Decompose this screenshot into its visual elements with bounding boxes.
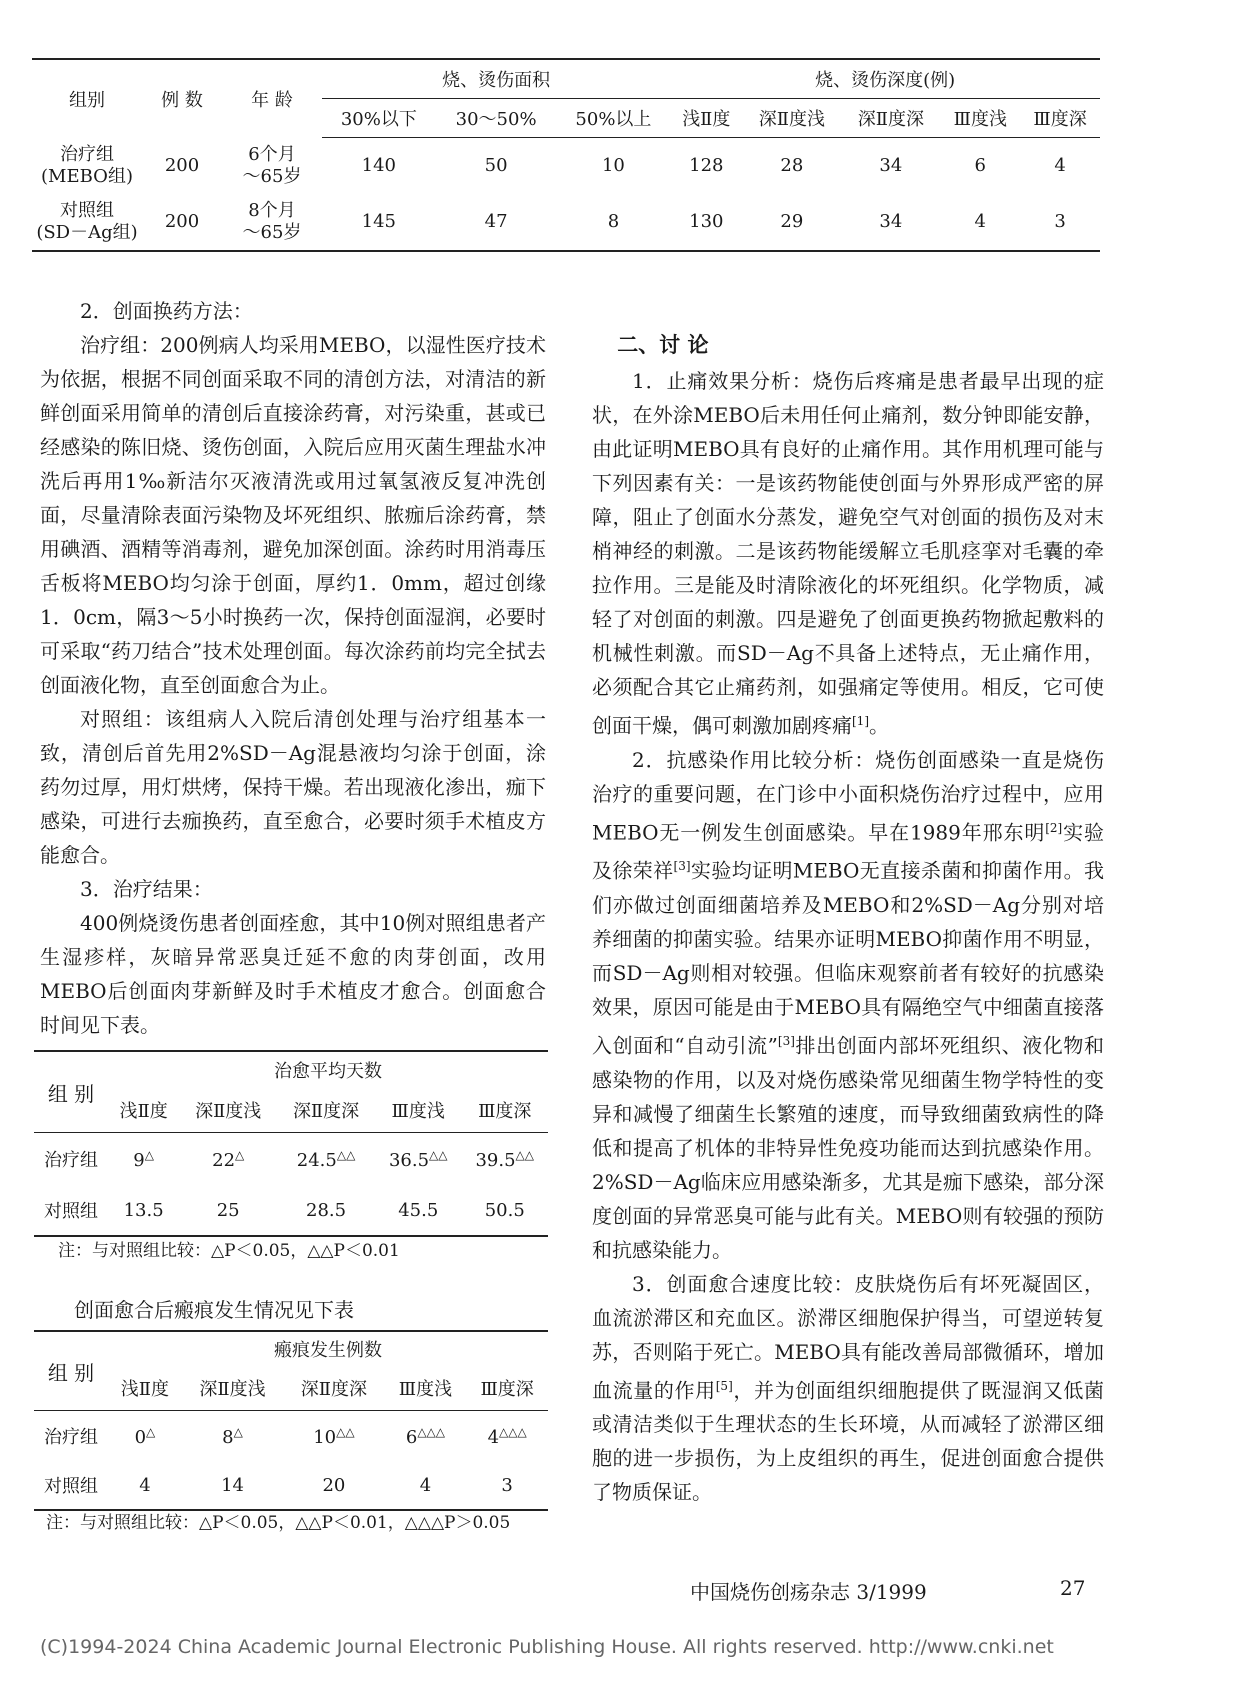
paragraph: 2．创面换药方法： (80, 299, 253, 323)
table-row: 对照组 (SD－Ag组) 200 8个月 ～65岁 145 47 8 130 29 34 4 3 (36, 200, 1066, 243)
section-heading: 二、讨 论 (617, 332, 709, 357)
col-depth-4: Ⅲ度深 (1020, 99, 1100, 138)
col-depth: 烧、烫伤深度(例) (670, 59, 1100, 99)
table3-caption: 创面愈合后瘢痕发生情况见下表 (74, 1298, 354, 1322)
col-depth-0: 浅Ⅱ度 (670, 99, 742, 138)
citation: [3] (673, 859, 691, 874)
right-column (592, 326, 1104, 1509)
table-row: 对照组 4 14 20 4 3 (34, 1461, 548, 1510)
paragraph: 400例烧烫伤患者创面痊愈，其中10例对照组患者产生湿疹样，灰暗异常恶臭迁延不愈的肉芽创面，改用MEBO后创面肉芽新鲜及时手术植皮才愈合。创面愈合时间见下表。 (40, 911, 546, 1037)
scar-table: 组 别 瘢痕发生例数 浅Ⅱ度 深Ⅱ度浅 深Ⅱ度深 Ⅲ度浅 Ⅲ度深 治疗组 0△ 8△ 10△△ 6△△△ 4△△△ 对照组 4 14 20 4 3 (34, 1330, 548, 1511)
paragraph: 3．创面愈合速度比较：皮肤烧伤后有坏死凝固区，血流淤滞区和充血区。淤滞区细胞保护得当，可望逆转复苏，否则陷于死亡。MEBO具有能改善局部微循环，增加血流量的作用[5]，并为创面组织细胞提供了既湿润又低菌或清洁类似于生理状态的生长环境，从而减轻了淤滞区细胞的进一步损伤，为上皮组织的再生，促进创面愈合提供了物质保证。 (592, 1271, 1104, 1505)
paragraph: 2．抗感染作用比较分析：烧伤创面感染一直是烧伤治疗的重要问题，在门诊中小面积烧伤治疗过程中，应用MEBO无一例发生创面感染。早在1989年邢东明[2]实验及徐荣祥[3]实验均证明MEBO无直接杀菌和抑菌作用。我们亦做过创面细菌培养及MEBO和2%SD－Ag分别对培养细菌的抑菌实验。结果亦证明MEBO抑菌作用不明显，而SD－Ag则相对较强。但临床观察前者有较好的抗感染效果，原因可能是由于MEBO具有隔绝空气中细菌直接落入创面和“自动引流”[3]排出创面内部坏死组织、液化物和感染物的作用，以及对烧伤感染常见细菌生物学特性的变异和减慢了细菌生长繁殖的速度，而导致细菌致病性的降低和提高了机体的非特异性免疫功能而达到抗感染作用。2%SD－Ag临床应用感染渐多，尤其是痂下感染，部分深度创面的异常恶臭可能与此有关。MEBO则有较强的预防和抗感染能力。 (592, 747, 1105, 1262)
table2-note: 注：与对照组比较：△P＜0.05，△△P＜0.01 (58, 1241, 400, 1261)
citation: [2] (1045, 820, 1063, 835)
col-area: 烧、烫伤面积 (322, 59, 670, 99)
copyright-line: (C)1994-2024 China Academic Journal Electronic Publishing House. All rights reserved. http://www.cnki.net (40, 1636, 1054, 1658)
col-area-2: 50%以上 (557, 99, 671, 138)
journal-footer: 中国烧伤创疡杂志 3/1999 (690, 1580, 927, 1604)
table-row: 治疗组 (MEBO组) 200 6个月 ～65岁 140 50 10 128 28 34 6 4 (41, 143, 1066, 187)
col-depth-3: Ⅲ度浅 (940, 99, 1020, 138)
paragraph: 治疗组：200例病人均采用MEBO，以湿性医疗技术为依据，根据不同创面采取不同的清创方法，对清洁的新鲜创面采用简单的清创后直接涂药膏，对污染重，甚或已经感染的陈旧烧、烫伤创面，入院后应用灭菌生理盐水冲洗后再用1‰新洁尔灭液清洗或用过氧氢液反复冲洗创面，尽量清除表面污染物及坏死组织、脓痂后涂药膏，禁用碘酒、酒精等消毒剂，避免加深创面。涂药时用消毒压舌板将MEBO均匀涂于创面，厚约1．0mm，超过创缘1．0cm，隔3～5小时换药一次，保持创面湿润，必要时可采取“药刀结合”技术处理创面。每次涂药前均完全拭去创面液化物，直至创面愈合为止。 (40, 333, 546, 697)
paragraph: 1．止痛效果分析：烧伤后疼痛是患者最早出现的症状，在外涂MEBO后未用任何止痛剂，数分钟即能安静，由此证明MEBO具有良好的止痛作用。其作用机理可能与下列因素有关：一是该药物能使创面与外界形成严密的屏障，阻止了创面水分蒸发，避免空气对创面的损伤及对末梢神经的刺激。二是该药物能缓解立毛肌痉挛对毛囊的牵拉作用。三是能及时清除液化的坏死组织。化学物质，减轻了对创面的刺激。四是避免了创面更换药物掀起敷料的机械性刺激。而SD－Ag不具备上述特点，无止痛作用，必须配合其它止痛药剂，如强痛定等使用。相反，它可使创面干燥，偶可刺激加剧疼痛[1]。 (592, 369, 1104, 738)
healing-days-table: 组 别 治愈平均天数 浅Ⅱ度 深Ⅱ度浅 深Ⅱ度深 Ⅲ度浅 Ⅲ度深 治疗组 9△ 22△ 24.5△△ 36.5△△ 39.5△△ 对照组 13.5 25 28.5 45.5 50.5 (34, 1050, 548, 1237)
table-row: 对照组 13.5 25 28.5 45.5 50.5 (34, 1185, 548, 1236)
col-depth-2: 深Ⅱ度深 (841, 99, 940, 138)
demographics-table (32, 58, 1100, 252)
citation: [1] (852, 714, 869, 728)
paragraph: 对照组：该组病人入院后清创处理与治疗组基本一致，清创后首先用2%SD－Ag混悬液均匀涂于创面，涂药勿过厚，用灯烘烤，保持干燥。若出现液化渗出，痂下感染，可进行去痂换药，直至愈合，必要时须手术植皮方能愈合。 (40, 707, 546, 867)
citation: [5] (715, 1378, 733, 1393)
table3-note: 注：与对照组比较：△P＜0.05，△△P＜0.01，△△△P＞0.05 (46, 1513, 511, 1533)
col-depth-1: 深Ⅱ度浅 (742, 99, 841, 138)
citation: [3] (777, 1033, 795, 1048)
col-area-0: 30%以下 (322, 99, 436, 138)
left-column (40, 294, 546, 1042)
col-group: 组别 (69, 89, 105, 111)
col-age: 年 龄 (251, 89, 293, 111)
col-area-1: 30～50% (436, 99, 557, 138)
paragraph: 3．治疗结果： (80, 877, 213, 901)
col-count: 例 数 (161, 89, 203, 111)
table-row: 治疗组 0△ 8△ 10△△ 6△△△ 4△△△ (44, 1424, 527, 1448)
table-row: 治疗组 9△ 22△ 24.5△△ 36.5△△ 39.5△△ (44, 1147, 535, 1171)
page-number: 27 (1060, 1576, 1086, 1600)
